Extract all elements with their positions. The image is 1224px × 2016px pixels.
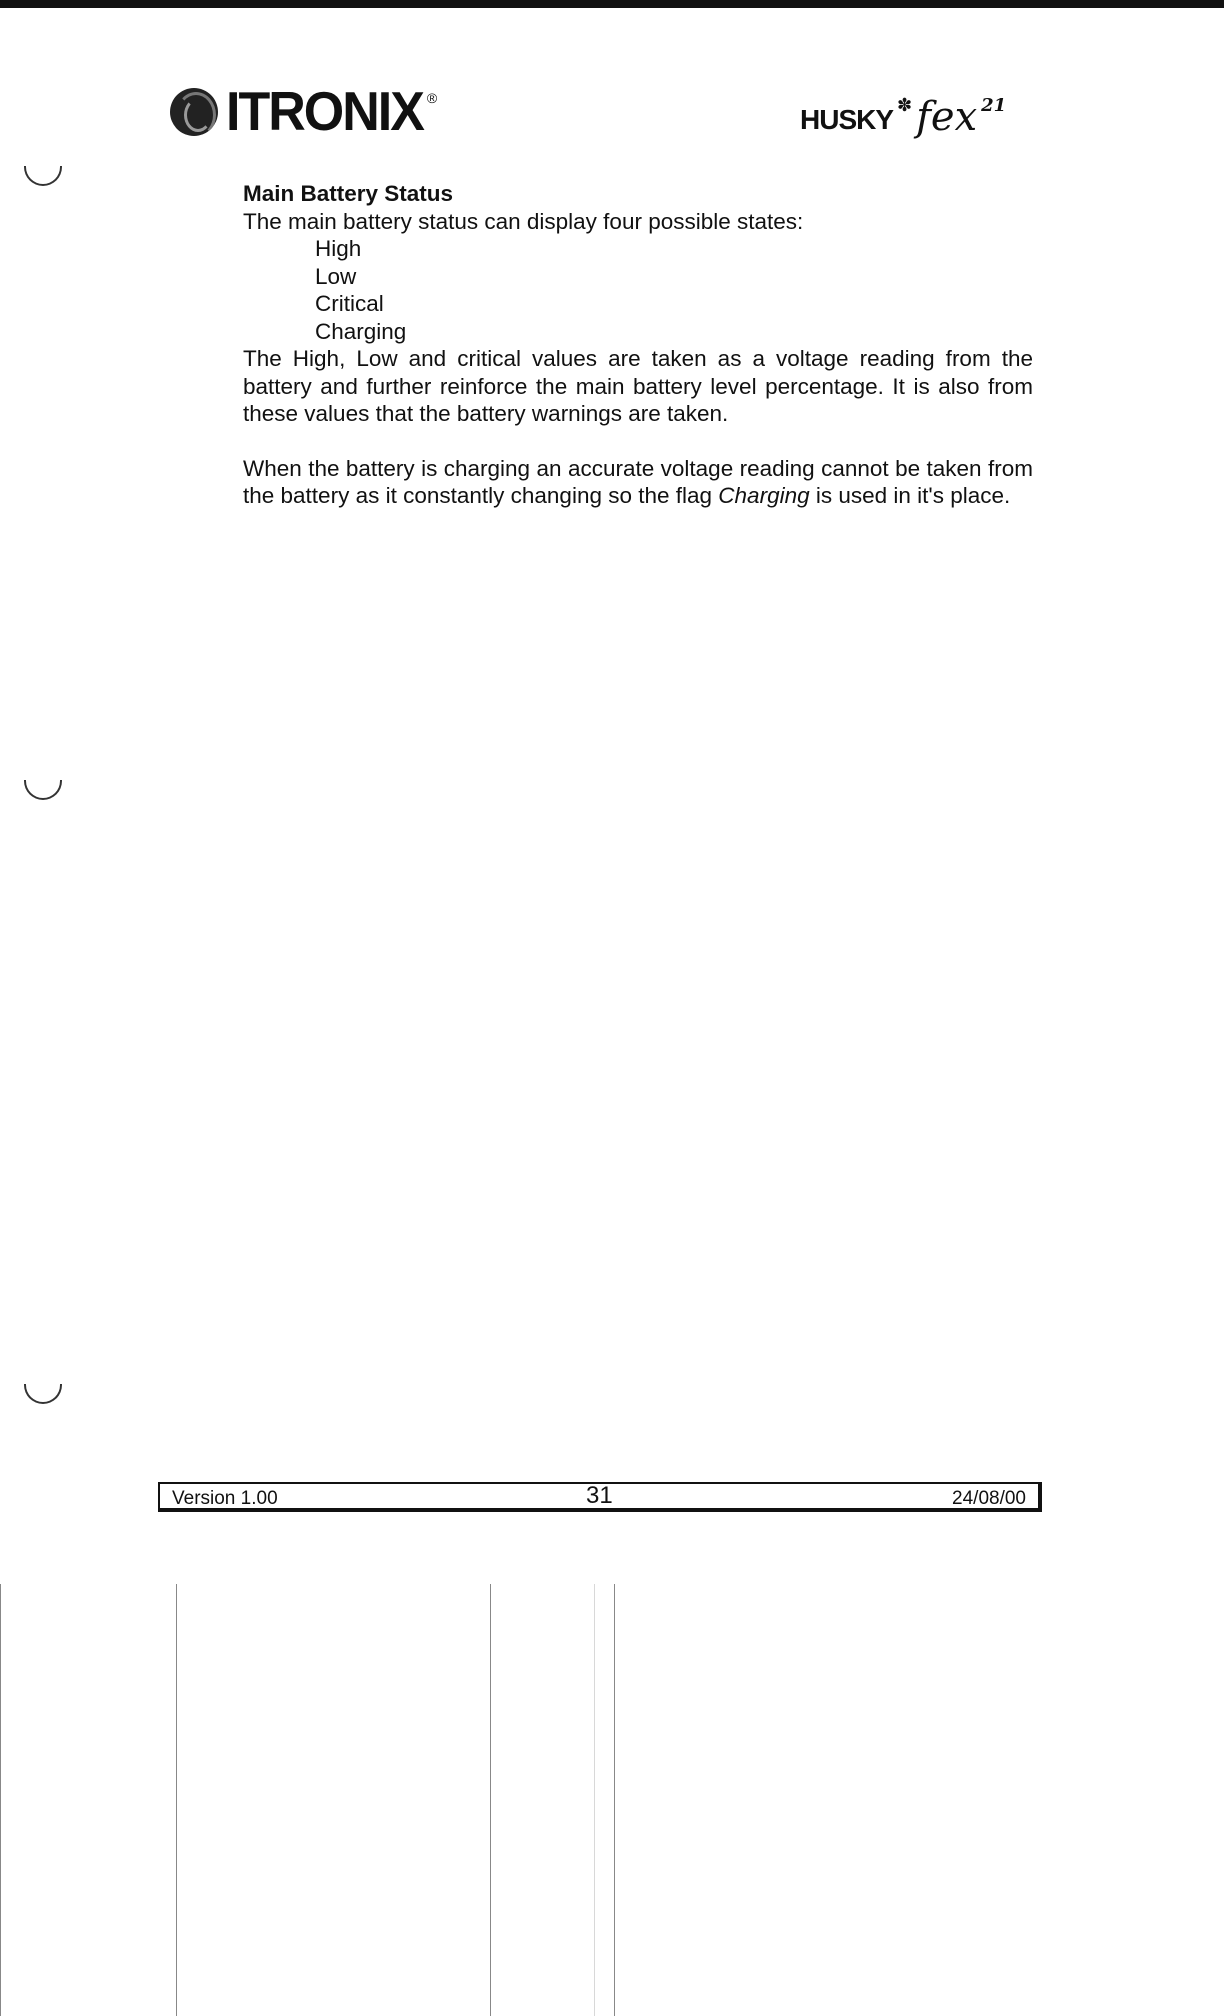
paragraph-charging-start: When the battery is charging an accurate voltage reading cannot be taken from the battery as it constantly changing so the flag xyxy=(243,455,1033,508)
intro-text: The main battery status can display four possible states: xyxy=(243,208,804,234)
charging-flag-emphasis: Charging xyxy=(718,483,810,508)
itronix-wordmark: ITRONIX xyxy=(226,81,423,143)
top-border-rule xyxy=(0,0,1224,8)
husky-fex21-logo xyxy=(800,92,1006,142)
section-heading: Main Battery Status xyxy=(243,181,454,206)
page-footer xyxy=(158,1482,1042,1512)
scan-column-line xyxy=(176,1584,177,2016)
paragraph-voltage: The High, Low and critical values are taken as a voltage reading from the battery and further reinforce the main battery level percentage. It is also from these values that the battery warnings are taken. xyxy=(243,346,1033,426)
page-number: 31 xyxy=(586,1482,613,1509)
document-body xyxy=(243,180,1033,510)
registered-mark: ® xyxy=(426,90,438,106)
list-item: Critical xyxy=(315,291,384,316)
model-number: 21 xyxy=(981,95,1007,116)
scan-column-line xyxy=(490,1584,491,2016)
version-label: Version 1.00 xyxy=(172,1488,278,1509)
list-item: Low xyxy=(315,263,357,289)
husky-wordmark: HUSKY xyxy=(800,104,894,135)
scan-column-line xyxy=(594,1584,595,2016)
list-item: High xyxy=(315,236,362,261)
fex-wordmark: fex xyxy=(916,94,978,140)
list-item: Charging xyxy=(315,318,407,344)
paw-print-icon: ✽ xyxy=(897,95,913,115)
paragraph-charging xyxy=(243,455,1033,510)
footer-date: 24/08/00 xyxy=(952,1488,1026,1509)
binder-hole-mark-middle xyxy=(24,780,62,800)
binder-hole-mark-bottom xyxy=(24,1384,62,1404)
paragraph-charging-end: is used in it's place. xyxy=(809,483,1011,508)
binder-hole-mark-top xyxy=(24,166,62,186)
scan-column-line xyxy=(614,1584,615,2016)
scan-edge-line xyxy=(0,1584,1,2016)
itronix-logo xyxy=(170,81,438,143)
state-list xyxy=(243,235,1033,345)
globe-icon xyxy=(170,88,218,136)
